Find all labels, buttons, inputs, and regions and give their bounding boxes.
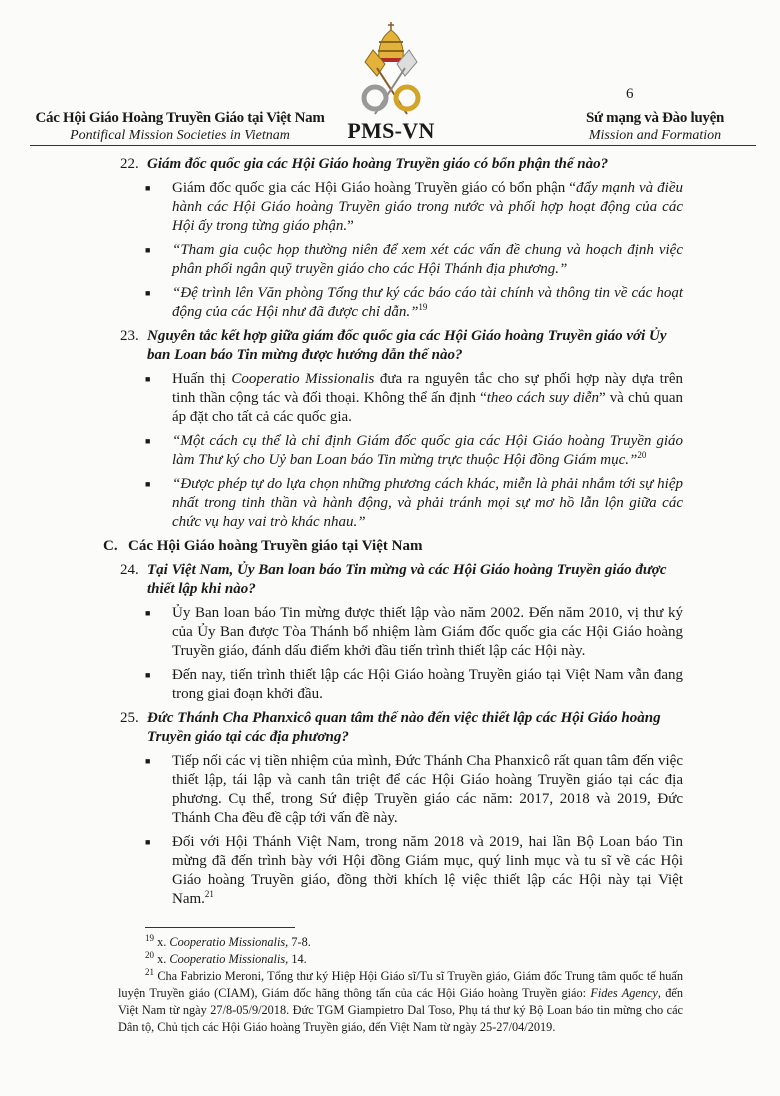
bullet-square-icon: ■ bbox=[145, 374, 151, 384]
header-left bbox=[20, 109, 340, 144]
text-segment: Cooperatio Missionalis bbox=[231, 371, 375, 387]
bullet-item bbox=[145, 475, 683, 532]
bullet-square-icon: ■ bbox=[145, 245, 151, 255]
bullet-square-icon: ■ bbox=[145, 479, 151, 489]
text-segment: Cha Fabrizio Meroni, Tổng thư ký Hiệp Hội Giáo sĩ/Tu sĩ Truyền giáo, Giám đốc Trung tâm quốc tế huấn luyện Truyền giáo (CIAM), Giám đốc hãng thông tấn của các Hội Giáo hoàng Truyền giáo: bbox=[118, 969, 683, 1000]
text-segment: “Đệ trình lên Văn phòng Tổng thư ký các báo cáo tài chính và thông tin về các hoạt động của các Hội như đã được chỉ dẫn.” bbox=[172, 285, 683, 320]
text-segment: “Một cách cụ thể là chỉ định Giám đốc quốc gia các Hội Giáo hoàng Truyền giáo làm Thư ký cho Uỷ ban Loan báo Tin mừng trực thuộc Hội đồng Giám mục.” bbox=[172, 433, 683, 468]
bullet-text bbox=[172, 604, 683, 661]
text-segment: Huấn thị bbox=[172, 371, 232, 387]
bullet-text bbox=[172, 475, 683, 532]
question-heading bbox=[120, 327, 683, 365]
bullet-item bbox=[145, 370, 683, 427]
section-letter: C. bbox=[103, 538, 118, 554]
bullet-square-icon: ■ bbox=[145, 436, 151, 446]
text-segment: “Được phép tự do lựa chọn những phương cách khác, miễn là phải nhắm tới sự hiệp nhất trong tinh thần và hành động, và phải tránh mọi sự mơ hồ lẫn lộn giữa các chức vụ hay vai trò khác nhau.” bbox=[172, 476, 683, 530]
text-segment: x. bbox=[154, 935, 170, 949]
bullet-text bbox=[172, 370, 683, 427]
footnote bbox=[118, 968, 683, 1036]
page-column bbox=[103, 150, 684, 1036]
question-number: 25. bbox=[120, 710, 139, 726]
text-segment: x. bbox=[154, 952, 170, 966]
bullet-item bbox=[145, 604, 683, 661]
question-text: Đức Thánh Cha Phanxicô quan tâm thế nào đến việc thiết lập các Hội Giáo hoàng Truyền giáo tại các địa phương? bbox=[147, 710, 661, 745]
header-section-subtitle: Mission and Formation bbox=[588, 128, 722, 143]
footnote bbox=[118, 951, 683, 968]
text-segment: ” và chủ quan áp đặt cho tất cả các quốc gia. bbox=[172, 390, 683, 425]
text-segment: đẩy mạnh và điều hành các Hội Giáo hoàng Truyền giáo trong nước và phối hợp hoạt động của các Hội ấy trong từng giáo phận. bbox=[172, 180, 683, 234]
text-segment: 14. bbox=[288, 952, 307, 966]
question-heading bbox=[120, 561, 683, 599]
bullet-item bbox=[145, 432, 683, 470]
text-segment: 7-8. bbox=[288, 935, 311, 949]
text-segment: Đối với Hội Thánh Việt Nam, trong năm 2018 và 2019, hai lần Bộ Loan báo Tin mừng đã đến trình bày với Hội đồng Giám mục, quý linh mục và tu sĩ về các Hội Giáo hoàng Truyền giáo, đồng thời khích lệ việc thiết lập các Hội này tại Việt Nam. bbox=[172, 834, 683, 907]
bullet-text bbox=[172, 432, 683, 470]
question-number: 23. bbox=[120, 328, 139, 344]
question-text: Nguyên tắc kết hợp giữa giám đốc quốc gia các Hội Giáo hoàng Truyền giáo với Ủy ban Loan báo Tin mừng được hướng dẫn thế nào? bbox=[147, 328, 667, 363]
question-heading bbox=[120, 709, 683, 747]
bullet-text bbox=[172, 284, 683, 322]
bullet-square-icon: ■ bbox=[145, 756, 151, 766]
bullet-square-icon: ■ bbox=[145, 837, 151, 847]
bullet-item bbox=[145, 752, 683, 828]
footnote-ref: 21 bbox=[145, 966, 154, 977]
bullet-item bbox=[145, 284, 683, 322]
bullet-text bbox=[172, 752, 683, 828]
text-segment: Giám đốc quốc gia các Hội Giáo hoàng Truyền giáo có bổn phận “ bbox=[172, 180, 576, 196]
footnote-ref: 20 bbox=[637, 450, 647, 460]
text-segment: Fides Agency bbox=[590, 986, 658, 1000]
bullet-item bbox=[145, 179, 683, 236]
bullet-text bbox=[172, 241, 683, 279]
text-segment: , đến Việt Nam từ ngày 27/8-05/9/2018. Đức TGM Giampietro Dal Toso, Phụ tá thư ký Bộ Loan báo tin mừng cho các Dân tộ, Chủ tịch các Hội Giáo hoàng Truyền giáo, đến Việt Nam từ ngày 25-27/04/2019. bbox=[118, 986, 684, 1034]
text-segment: Đến nay, tiến trình thiết lập các Hội Giáo hoàng Truyền giáo tại Việt Nam vẫn đang trong giai đoạn khởi đầu. bbox=[172, 667, 683, 702]
text-segment: Tiếp nối các vị tiền nhiệm của mình, Đức Thánh Cha Phanxicô rất quan tâm đến việc thiết lập, tái lập và canh tân triệt để các Hội Giáo hoàng Truyền giáo tại các địa phương. Cụ thể, trong Sứ điệp Truyền giáo các năm: 2017, 2018 và 2019, Đức Thánh Cha đều đề cập tới vấn đề này. bbox=[172, 753, 683, 826]
header-divider bbox=[30, 145, 756, 146]
footnote-ref: 19 bbox=[418, 302, 428, 312]
bullet-text bbox=[172, 666, 683, 704]
footnote-ref: 21 bbox=[204, 889, 214, 899]
question-heading bbox=[120, 155, 683, 174]
bullet-text bbox=[172, 179, 683, 236]
section-heading bbox=[103, 537, 683, 556]
header-org-subtitle: Pontifical Mission Societies in Vietnam bbox=[70, 128, 290, 143]
papal-keys-logo-icon bbox=[347, 20, 435, 116]
bullet-item bbox=[145, 833, 683, 909]
bullet-square-icon: ■ bbox=[145, 183, 151, 193]
text-segment: đưa ra nguyên tắc cho sự phối hợp này dựa trên tinh thần cộng tác và đối thoại. Không thể ấn định “ bbox=[172, 371, 684, 406]
footnote-divider bbox=[145, 927, 295, 928]
text-segment: ” bbox=[347, 218, 354, 234]
text-segment: Cooperatio Missionalis, bbox=[169, 952, 289, 966]
bullet-item bbox=[145, 666, 683, 704]
header-section-title: Sứ mạng và Đào luyện bbox=[585, 110, 725, 126]
text-segment: Cooperatio Missionalis, bbox=[169, 935, 289, 949]
text-segment: “Tham gia cuộc họp thường niên để xem xét các vấn đề chung và hoạch định việc phân phối ngân quỹ truyền giáo cho các Hội Thánh địa phương.” bbox=[172, 242, 683, 277]
footnote-ref: 19 bbox=[145, 932, 154, 943]
header-right bbox=[545, 109, 765, 144]
question-text: Tại Việt Nam, Ủy Ban loan báo Tin mừng và các Hội Giáo hoàng Truyền giáo được thiết lập khi nào? bbox=[147, 562, 667, 597]
text-segment: theo cách suy diễn bbox=[486, 390, 600, 406]
question-number: 22. bbox=[120, 156, 139, 172]
page-number: 6 bbox=[626, 86, 634, 102]
footnotes bbox=[118, 934, 683, 1036]
bullet-square-icon: ■ bbox=[145, 608, 151, 618]
footnote-ref: 20 bbox=[145, 949, 154, 960]
question-text: Giám đốc quốc gia các Hội Giáo hoàng Truyền giáo có bổn phận thế nào? bbox=[147, 156, 609, 172]
document-body bbox=[103, 155, 684, 909]
section-title: Các Hội Giáo hoàng Truyền giáo tại Việt Nam bbox=[128, 538, 423, 554]
text-segment: Ủy Ban loan báo Tin mừng được thiết lập vào năm 2002. Đến năm 2010, vị thư ký của Ủy Ban được Tòa Thánh bổ nhiệm làm Giám đốc quốc gia các Hội Giáo hoàng Truyền giáo, đánh dấu điểm khởi đầu tiến trình thiết lập các Hội này. bbox=[172, 605, 683, 659]
footnote bbox=[118, 934, 683, 951]
bullet-item bbox=[145, 241, 683, 279]
bullet-text bbox=[172, 833, 683, 909]
bullet-square-icon: ■ bbox=[145, 288, 151, 298]
logo-text: PMS-VN bbox=[347, 118, 435, 143]
bullet-square-icon: ■ bbox=[145, 670, 151, 680]
question-number: 24. bbox=[120, 562, 139, 578]
header-org-title: Các Hội Giáo Hoàng Truyền Giáo tại Việt Nam bbox=[35, 110, 325, 126]
